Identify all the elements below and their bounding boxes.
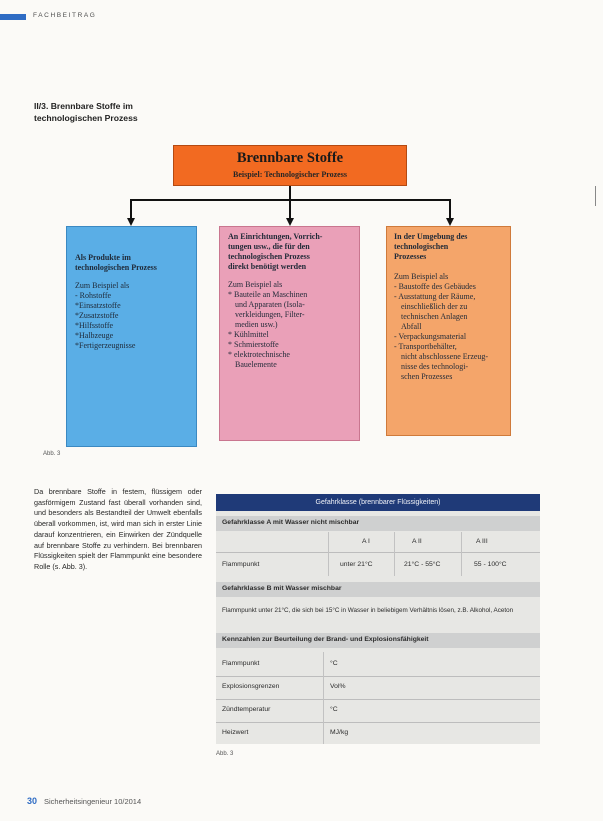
connector-right <box>449 199 451 219</box>
group-b-description: Flammpunkt unter 21°C, die sich bei 15°C in Wasser in beliebigem Verhältnis lösen, z.B. Alkohol, Aceton <box>222 607 514 614</box>
flammable-liquids-table <box>216 494 540 744</box>
group-a-label: Gefahrklasse A mit Wasser nicht mischbar <box>222 519 360 526</box>
box-line: und Apparaten (Isola- <box>235 300 305 309</box>
box-line: * elektrotechnische <box>228 350 290 359</box>
arrow-head-left <box>127 218 135 226</box>
box-line: einschließlich der zu <box>401 302 468 311</box>
box-line: - Transportbehälter, <box>394 342 457 351</box>
table-group-a <box>216 516 540 531</box>
row-divider <box>216 722 540 723</box>
page-number: 30 <box>27 796 38 806</box>
heading-line: technologischen <box>394 242 449 251</box>
box-line: Zum Beispiel als <box>228 280 283 289</box>
row-divider <box>216 699 540 700</box>
box-line: *Hilfsstoffe <box>75 321 114 330</box>
box-line: *Einsatzstoffe <box>75 301 121 310</box>
box-environment <box>386 226 511 436</box>
table-group-b-text <box>216 606 540 628</box>
kennzahl-row <box>216 654 540 674</box>
group-b-label: Gefahrklasse B mit Wasser mischbar <box>222 585 342 592</box>
flammpunkt-a2: 21°C - 55°C <box>404 561 441 568</box>
kennzahl-label: Zündtemperatur <box>222 706 271 713</box>
kennzahl-unit: °C <box>330 706 338 713</box>
diagram-top-box <box>173 145 407 186</box>
heading-line: Als Produkte im <box>75 253 131 262</box>
box-products-heading <box>75 253 188 273</box>
header-label: FACHBEITRAG <box>33 12 97 19</box>
box-equipment <box>219 226 360 441</box>
table-flammpunkt-row <box>216 556 540 574</box>
box-line: Zum Beispiel als <box>75 281 130 290</box>
column-divider <box>461 532 462 576</box>
diagram-caption: Abb. 3 <box>43 451 61 457</box>
box-line: medien usw.) <box>235 320 278 329</box>
class-a1: A I <box>362 538 370 545</box>
group-c-label: Kennzahlen zur Beurteilung der Brand- und Explosionsfähigkeit <box>222 636 429 643</box>
column-divider <box>394 532 395 576</box>
kennzahl-label: Explosionsgrenzen <box>222 683 280 690</box>
flammpunkt-a3: 55 - 100°C <box>474 561 507 568</box>
kennzahl-row <box>216 701 540 721</box>
heading-line: An Einrichtungen, Vorrich- <box>228 232 323 241</box>
box-equipment-heading <box>228 232 351 272</box>
box-line: - Verpackungsmaterial <box>394 332 467 341</box>
box-line: nisse des technologi- <box>401 362 469 371</box>
arrow-head-mid <box>286 218 294 226</box>
box-line: Bauelemente <box>235 360 277 369</box>
kennzahl-row <box>216 724 540 744</box>
box-line: schen Prozesses <box>401 372 453 381</box>
kennzahl-row <box>216 678 540 698</box>
kennzahl-unit: MJ/kg <box>330 729 349 736</box>
box-line: - Rohstoffe <box>75 291 112 300</box>
kennzahl-unit: Vol% <box>330 683 346 690</box>
box-line: Zum Beispiel als <box>394 272 449 281</box>
connector-left <box>130 199 132 219</box>
box-line: *Halbzeuge <box>75 331 114 340</box>
header-accent-bar <box>0 14 26 20</box>
connector-trunk <box>289 186 291 200</box>
diagram-top-title: Brennbare Stoffe <box>236 150 344 166</box>
flammpunkt-a1: unter 21°C <box>340 561 373 568</box>
kennzahl-label: Heizwert <box>222 729 249 736</box>
magazine-name: Sicherheitsingenieur 10/2014 <box>44 797 142 806</box>
table-caption: Abb. 3 <box>216 751 234 757</box>
heading-line: In der Umgebung des <box>394 232 468 241</box>
box-line: *Zusatzstoffe <box>75 311 119 320</box>
box-line: *Fertigerzeugnisse <box>75 341 136 350</box>
box-line: technischen Anlagen <box>401 312 468 321</box>
connector-mid <box>289 199 291 219</box>
table-group-c <box>216 633 540 648</box>
kennzahl-unit: °C <box>330 660 338 667</box>
heading-line: tungen usw., die für den <box>228 242 310 251</box>
flammpunkt-label: Flammpunkt <box>222 561 260 568</box>
box-line: - Ausstattung der Räume, <box>394 292 476 301</box>
section-title: II/3. Brennbare Stoffe im technologischen Prozess <box>34 101 138 123</box>
box-line: * Bauteile an Maschinen <box>228 290 308 299</box>
page-edge-mark <box>595 186 596 206</box>
box-products <box>66 226 197 447</box>
heading-line: technologischen Prozess <box>75 263 157 272</box>
diagram-top-subtitle: Beispiel: Technologischer Prozess <box>233 170 347 179</box>
body-paragraph: Da brennbare Stoffe in festem, flüssigem oder gasförmigem Zustand fast überall vorhanden sind, und besonders als Bestandteil der Umwelt ebenfalls überall vorkommen, ist, wird man sich in erster Linie darauf konzentrieren, ein Einwirken der Zündquelle auf brennbare Stoffe zu verhindern. Bei brennbaren Flüssigkeiten spielt der Flammpunkt eine besondere Rolle (s. Abb. 3). <box>34 487 202 571</box>
kennzahl-label: Flammpunkt <box>222 660 260 667</box>
class-a3: A III <box>476 538 488 545</box>
heading-line: direkt benötigt werden <box>228 262 307 271</box>
row-divider <box>216 552 540 553</box>
row-divider <box>216 676 540 677</box>
box-line: Abfall <box>401 322 422 331</box>
box-line: * Schmierstoffe <box>228 340 279 349</box>
box-environment-heading <box>394 232 503 262</box>
column-divider <box>328 532 329 576</box>
table-group-b <box>216 582 540 597</box>
box-line: - Baustoffe des Gebäudes <box>394 282 476 291</box>
box-line: nicht abschlossene Erzeug- <box>401 352 489 361</box>
heading-line: technologischen Prozess <box>228 252 310 261</box>
heading-line: Prozesses <box>394 252 427 261</box>
class-a2: A II <box>412 538 422 545</box>
column-divider <box>323 652 324 744</box>
box-line: verkleidungen, Filter- <box>235 310 305 319</box>
table-title: Gefahrklasse (brennbarer Flüssigkeiten) <box>216 494 540 511</box>
arrow-head-right <box>446 218 454 226</box>
table-classes-row <box>216 534 540 550</box>
box-line: * Kühlmittel <box>228 330 269 339</box>
